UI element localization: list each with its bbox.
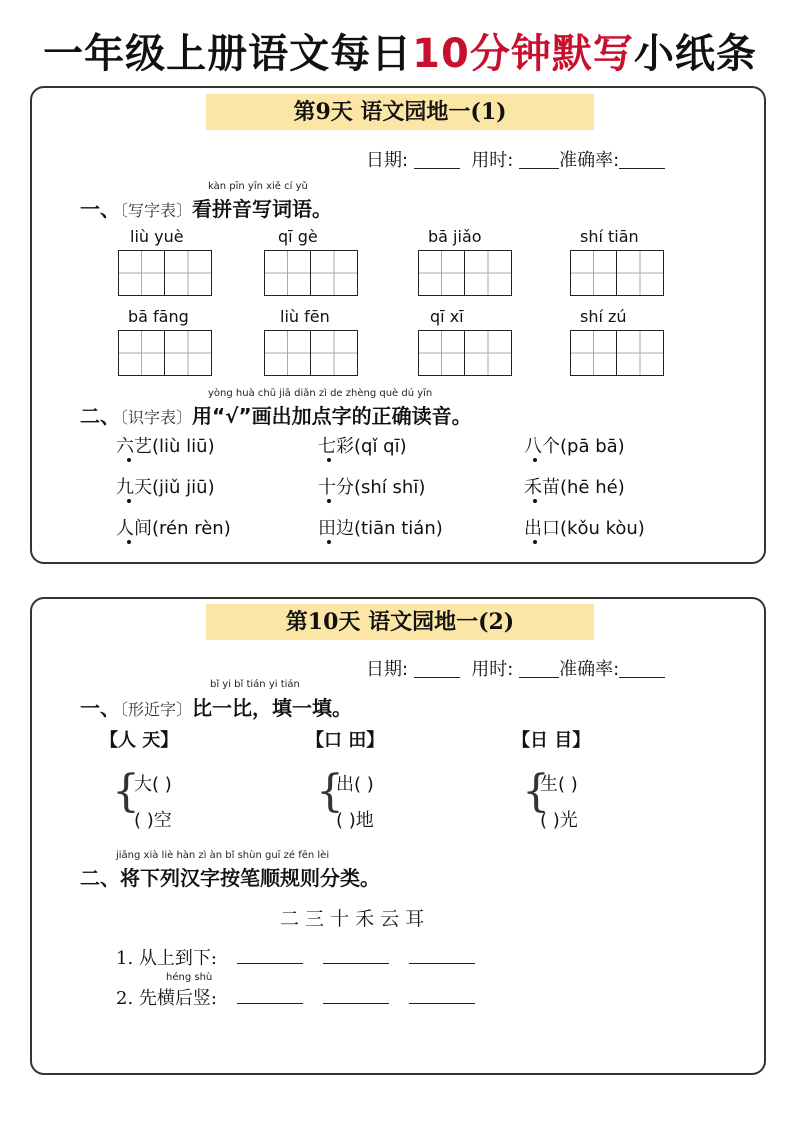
reading-item[interactable]: 八个(pā bā) — [524, 436, 625, 457]
stroke-chars: 二 三 十 禾 云 耳 — [280, 908, 425, 930]
day9-meta: 日期: 用时: 准确率: — [366, 146, 665, 172]
reading-item[interactable]: 七彩(qǐ qī) — [318, 436, 407, 457]
fill-blank[interactable]: 生( ) — [540, 774, 578, 795]
stroke-question-2: 2. 先横后竖: — [116, 984, 475, 1010]
day10-sec1-heading: 一、〔形近字〕比一比，填一填。 — [80, 696, 353, 720]
answer-line[interactable] — [323, 963, 389, 964]
fill-blank[interactable]: 大( ) — [134, 774, 172, 795]
answer-line[interactable] — [237, 963, 303, 964]
emphasis-dot — [533, 540, 537, 544]
answer-line[interactable] — [409, 963, 475, 964]
q2-pinyin: héng shù — [166, 972, 213, 983]
char-group-head: 【口 田】 — [306, 730, 385, 751]
day9-sec2-heading: 二、〔识字表〕用“√”画出加点字的正确读音。 — [80, 404, 472, 428]
word-pinyin: qī gè — [278, 227, 318, 246]
writing-grid[interactable] — [418, 250, 512, 296]
writing-grid[interactable] — [418, 330, 512, 376]
word-pinyin: qī xī — [430, 307, 464, 326]
day10-sec1-pinyin: bǐ yi bǐ tián yi tián — [210, 679, 300, 690]
emphasis-dot — [327, 540, 331, 544]
word-pinyin: shí zú — [580, 307, 627, 326]
day10-banner: 第10天 语文园地一(2) — [206, 604, 594, 640]
day9-sec1-heading: 一、〔写字表〕看拼音写词语。 — [80, 197, 333, 221]
accuracy-blank[interactable] — [619, 659, 665, 678]
time-blank[interactable] — [519, 659, 559, 678]
writing-grid[interactable] — [118, 250, 212, 296]
emphasis-dot — [533, 458, 537, 462]
word-pinyin: liù fēn — [280, 307, 330, 326]
writing-grid[interactable] — [264, 250, 358, 296]
reading-item[interactable]: 禾苗(hē hé) — [524, 477, 625, 498]
day9-sec2-pinyin: yòng huà chū jiā diǎn zì de zhèng què dú yīn — [208, 388, 433, 399]
char-group-head: 【日 目】 — [512, 730, 591, 751]
reading-item[interactable]: 出口(kǒu kòu) — [524, 518, 645, 539]
word-pinyin: shí tiān — [580, 227, 639, 246]
fill-blank[interactable]: ( )地 — [336, 810, 374, 831]
writing-grid[interactable] — [570, 330, 664, 376]
day10-meta: 日期: 用时: 准确率: — [366, 655, 665, 681]
writing-grid[interactable] — [570, 250, 664, 296]
day10-sec2-pinyin: jiāng xià liè hàn zì àn bǐ shùn guī zé fēn lèi — [116, 850, 330, 861]
time-blank[interactable] — [519, 150, 559, 169]
answer-line[interactable] — [237, 1003, 303, 1004]
reading-item[interactable]: 十分(shí shī) — [318, 477, 426, 498]
reading-item[interactable]: 田边(tiān tián) — [318, 518, 443, 539]
answer-line[interactable] — [409, 1003, 475, 1004]
word-pinyin: liù yuè — [130, 227, 184, 246]
emphasis-dot — [533, 499, 537, 503]
word-pinyin: bā jiǎo — [428, 227, 482, 246]
reading-item[interactable]: 九天(jiǔ jiū) — [116, 477, 215, 498]
fill-blank[interactable]: ( )空 — [134, 810, 172, 831]
word-pinyin: bā fāng — [128, 307, 189, 326]
writing-grid[interactable] — [264, 330, 358, 376]
day9-banner: 第9天 语文园地一(1) — [206, 94, 594, 130]
char-group-head: 【人 天】 — [100, 730, 179, 751]
stroke-question-1: 1. 从上到下: — [116, 944, 475, 970]
brace: { — [522, 766, 550, 817]
reading-item[interactable]: 六艺(liù liū) — [116, 436, 215, 457]
fill-blank[interactable]: 出( ) — [336, 774, 374, 795]
brace: { — [316, 766, 344, 817]
date-blank[interactable] — [414, 659, 460, 678]
answer-line[interactable] — [323, 1003, 389, 1004]
emphasis-dot — [327, 458, 331, 462]
emphasis-dot — [127, 499, 131, 503]
day10-sec2-heading: 二、将下列汉字按笔顺规则分类。 — [80, 866, 380, 890]
day9-sec1-pinyin: kàn pīn yīn xiě cí yǔ — [208, 181, 308, 192]
page-title: 一年级上册语文每日10分钟默写小纸条 — [43, 31, 757, 77]
writing-grid[interactable] — [118, 330, 212, 376]
fill-blank[interactable]: ( )光 — [540, 810, 578, 831]
date-blank[interactable] — [414, 150, 460, 169]
emphasis-dot — [327, 499, 331, 503]
emphasis-dot — [127, 540, 131, 544]
emphasis-dot — [127, 458, 131, 462]
brace: { — [112, 766, 140, 817]
accuracy-blank[interactable] — [619, 150, 665, 169]
reading-item[interactable]: 人间(rén rèn) — [116, 518, 231, 539]
